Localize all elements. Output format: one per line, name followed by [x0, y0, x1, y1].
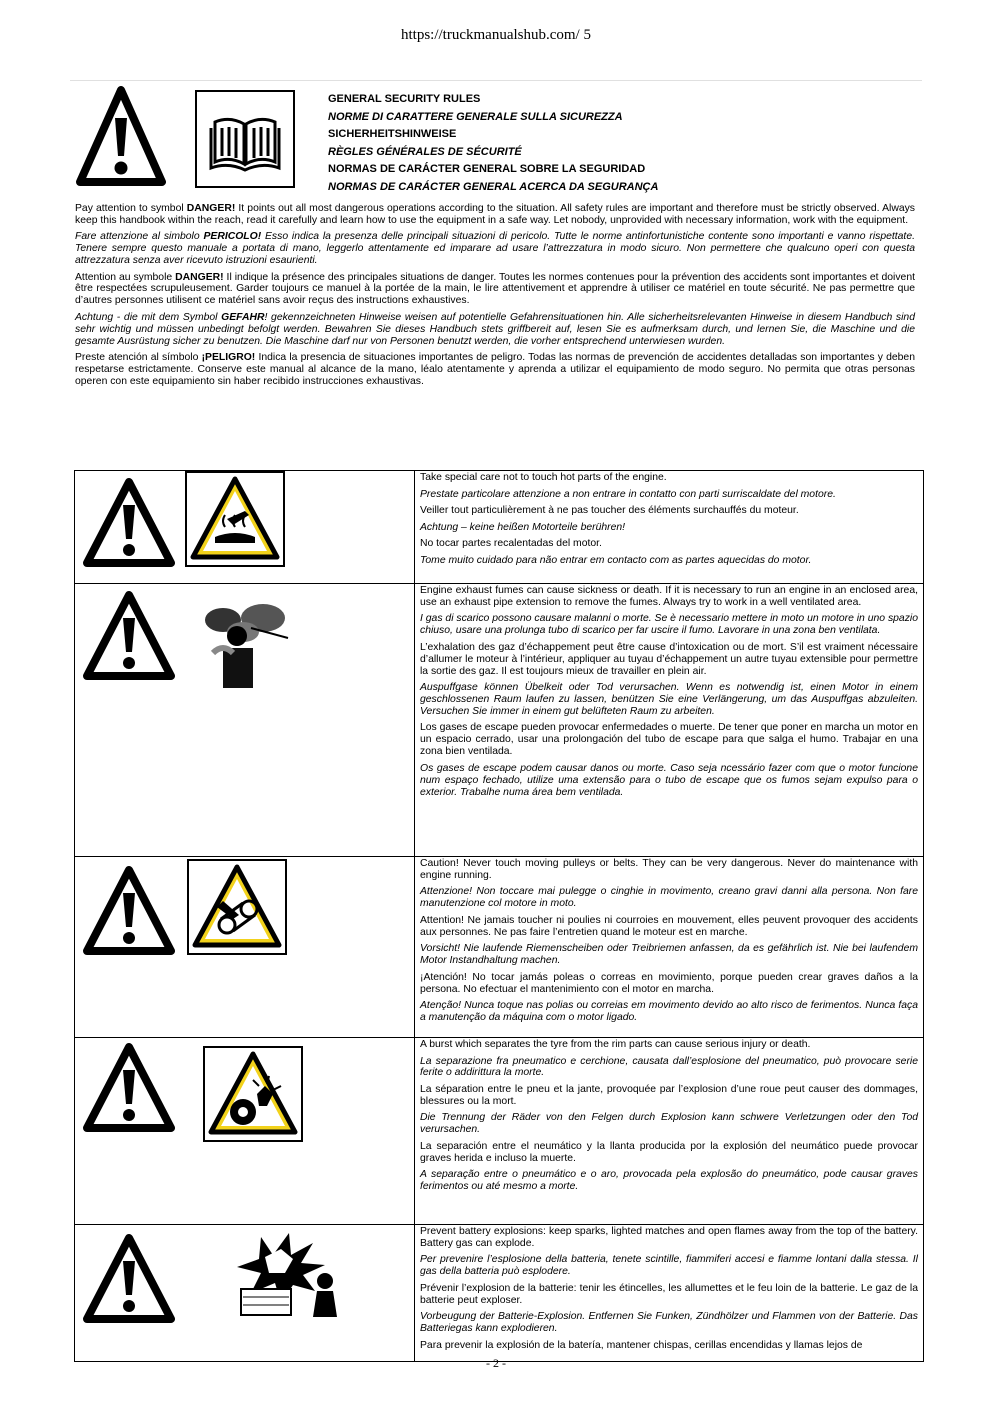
divider	[70, 80, 922, 81]
warning-icon	[81, 1233, 177, 1330]
hazard-line: La séparation entre le pneu et la jante, provoquée par l’explosion d’une roue peut causer des dommages, blessures ou la mort.	[420, 1083, 918, 1107]
hazard-line: Prévenir l’explosion de la batterie: tenir les étincelles, les allumettes et le feu loin de la batterie. Le gaz de la batterie peut exploser.	[420, 1282, 918, 1306]
section-title: GENERAL SECURITY RULES	[328, 93, 481, 105]
hazard-text	[415, 471, 924, 584]
warning-icon	[81, 590, 177, 687]
section-title: RÈGLES GÉNÉRALES DE SÉCURITÉ	[328, 145, 522, 158]
hazard-text	[415, 1225, 924, 1362]
hazard-line: Vorsicht! Nie laufende Riemenscheiben oder Treibriemen anfassen, da es gefährlich ist. Nie bei laufendem Motor Instandhaltung machen.	[420, 943, 918, 967]
hazard-line: I gas di scarico possono causare malanni o morte. Se è necessario mettere in moto un motore in uno spazio chiuso, usare una prolunga tubo di scarico per far uscire il fumo. Lavorare in una zona ben ventilata.	[420, 613, 918, 637]
intro-paragraph: Preste atención al símbolo ¡PELIGRO! Indica la presencia de situaciones importantes de peligro. Todas las normas de prevención de accidentes detalladas son importantes y deben respetarse estrictamente. Conserve este manual al alcance de la mano, léalo atentamente y aprenda a utilizar el equipamiento de modo seguro. No permita que otras personas operen con este equipamiento sin haber recibido instrucciones exhaustivas.	[75, 351, 915, 387]
tyre-burst-icon	[203, 1046, 303, 1147]
hazard-row	[75, 1225, 924, 1362]
intro-text	[75, 203, 915, 392]
hazard-line: No tocar partes recalentadas del motor.	[420, 538, 602, 549]
warning-icon	[76, 86, 166, 188]
hot-surface-icon	[185, 471, 285, 572]
source-url[interactable]: https://truckmanualshub.com/ 5	[401, 27, 591, 43]
hazard-images	[75, 584, 415, 857]
hazard-line: La separazione fra pneumatico e cerchione, causata dall’esplosione del pneumatico, può provocare serie ferite o addirittura la morte.	[420, 1055, 918, 1079]
hazard-images	[75, 1225, 415, 1362]
manual-book-icon	[195, 90, 295, 188]
hazard-line: Auspuffgase können Übelkeit oder Tod verursachen. Wenn es notwendig ist, einen Motor in einem geschlossenen Raum laufen zu lassen, benützen Sie eine Verlängerung, um das Auspuffgas abzuleiten. Versuchen Sie immer in einem gut belüfteten Raum zu arbeiten.	[420, 682, 918, 717]
hazard-line: Tome muito cuidado para não entrar em contacto com as partes aquecidas do motor.	[420, 554, 812, 566]
hazard-row	[75, 1038, 924, 1225]
intro-paragraph: Achtung - die mit dem Symbol GEFAHR! gekennzeichneten Hinweise weisen auf potentielle Gefahrensituationen hin. Alle sicherheitsrelevanten Hinweise in diesem Handbuch sind sehr wichtig und müssen unbedingt befolgt werden. Bewahren Sie dieses Handbuch stets griffbereit auf, lesen Sie es aufmerksam durch, und lernen Sie, die Maschine und die gesamte Ausrüstung sicher zu benutzen. Die Maschine darf nur von Personen benutzt werden, die vorher entsprechend unterwiesen wurden.	[75, 311, 915, 347]
hazard-table	[74, 470, 924, 1362]
intro-paragraph: Attention au symbole DANGER! Il indique la présence des principales situations de danger. Toutes les normes contenues pour la prévention des accidents sont importantes et doivent être respectées scrupuleusement. Garder toujours ce manuel à la portée de la main, le lire attentivement et apprendre à utiliser ce matériel en toute sécurité. Ne pas permettre que d’autres personnes utilisent ce matériel sans avoir reçus des instructions exhaustives.	[75, 271, 915, 307]
hazard-line: Prestate particolare attenzione a non entrare in contatto con parti surriscaldate del motore.	[420, 488, 836, 500]
warning-icon	[81, 1042, 177, 1139]
warning-icon	[81, 865, 177, 962]
intro-paragraph: Pay attention to symbol DANGER! It points out all most dangerous operations according to the situation. All safety rules are important and therefore must be strictly observed. Always keep this handbook within the reach, read it carefully and learn how to use the equipment in a safe way. Let nobody, unprovided with necessary information, work with the equipment.	[75, 203, 915, 226]
section-title: SICHERHEITSHINWEISE	[328, 128, 457, 140]
hazard-line: L’exhalation des gaz d’échappement peut être cause d’intoxication ou de mort. S’il est vraiment nécessaire d’allumer le moteur à l’intérieur, appliquer au tuyau d’échappement un autre tuyau extensible pour permettre la sortie des gaz. Il est toujours mieux de travailler en plein air.	[420, 641, 918, 677]
battery-explosion-icon	[221, 1229, 351, 1330]
section-title: NORMAS DE CARÁCTER GENERAL ACERCA DA SEGURANÇA	[328, 180, 659, 193]
exhaust-fumes-icon	[193, 598, 293, 699]
hazard-row	[75, 471, 924, 584]
hazard-line: Prevent battery explosions: keep sparks, lighted matches and open flames away from the top of the battery. Battery gas can explode.	[420, 1226, 918, 1249]
hazard-row	[75, 584, 924, 857]
hazard-images	[75, 1038, 415, 1225]
moving-belt-icon	[187, 859, 287, 960]
hazard-text	[415, 1038, 924, 1225]
hazard-line: Per prevenire l’esplosione della batteria, tenete scintille, fiammiferi accesi e fiamme lontani dalla stessa. Il gas della batteria può esplodere.	[420, 1254, 918, 1278]
hazard-line: Los gases de escape pueden provocar enfermedades o muerte. De tener que poner en marcha un motor en un espacio cerrado, usar una prolongación del tubo de escape para que salga el humo. Trabajar en una zona bien ventilada.	[420, 722, 918, 758]
hazard-line: Vorbeugung der Batterie-Explosion. Entfernen Sie Funken, Zündhölzer und Flammen von der Batterie. Das Batteriegas kann explodieren.	[420, 1311, 918, 1335]
hazard-line: A burst which separates the tyre from the rim parts can cause serious injury or death.	[420, 1039, 811, 1050]
warning-icon	[81, 477, 177, 574]
hazard-line: ¡Atención! No tocar jamás poleas o correas en movimiento, porque pueden crear graves daños a la persona. No efectuar el mantenimiento con el motor en marcha.	[420, 971, 918, 995]
hazard-line: Achtung – keine heißen Motorteile berühren!	[420, 521, 626, 533]
page-number: - 2 -	[486, 1356, 506, 1370]
hazard-line: Take special care not to touch hot parts of the engine.	[420, 472, 667, 483]
hazard-line: Die Trennung der Räder von den Felgen durch Explosion kann schwere Verletzungen oder den Tod verursachen.	[420, 1112, 918, 1136]
hazard-line: La separación entre el neumático y la llanta producida por la explosión del neumático puede provocar graves herida e incluso la muerte.	[420, 1140, 918, 1164]
hazard-images	[75, 857, 415, 1038]
hazard-line: A separação entre o pneumático e o aro, provocada pela explosão do pneumático, pode causar graves ferimentos ou até mesmo a morte.	[420, 1169, 918, 1193]
hazard-line: Os gases de escape podem causar danos ou morte. Caso seja ncessário fazer com que o motor funcione num espaço fechado, utilize uma extensão para o tubo de escape que os fumos sejam expulso para o exterior. Trabalhe numa área bem ventilada.	[420, 762, 918, 798]
hazard-line: Engine exhaust fumes can cause sickness or death. If it is necessary to run an engine in an enclosed area, use an exhaust pipe extension to remove the fumes. Always try to work in a well ventilated area.	[420, 585, 918, 608]
hazard-text	[415, 857, 924, 1038]
hazard-line: Attention! Ne jamais toucher ni poulies ni courroies en mouvement, elles peuvent provoquer des accidents aux personnes. Ne pas faire l’entretien quand le moteur est en marche.	[420, 914, 918, 938]
hazard-line: Attenzione! Non toccare mai pulegge o cinghie in movimento, creano gravi danni alla persona. Non fare manutenzione col motore in moto.	[420, 886, 918, 910]
hazard-text	[415, 584, 924, 857]
section-titles	[328, 91, 658, 196]
hazard-line: Para prevenir la explosión de la batería, mantener chispas, cerillas encendidas y llamas lejos de	[420, 1339, 863, 1351]
hazard-line: Caution! Never touch moving pulleys or belts. They can be very dangerous. Never do maintenance with engine running.	[420, 858, 918, 881]
hazard-images	[75, 471, 415, 584]
section-title: NORME DI CARATTERE GENERALE SULLA SICUREZZA	[328, 110, 623, 123]
intro-paragraph: Fare attenzione al simbolo PERICOLO! Esso indica la presenza delle principali situazioni di pericolo. Tutte le norme antinfortunistiche contente sono importanti e vanno rispettate. Tenere sempre questo manuale a portata di mano, leggerlo attentamente ed imparare ad usare l’attrezzatura in modo sicuro. Non permettere che qualcuno operi con questa attrezzatura senza aver ricevuto istruzioni esaurienti.	[75, 231, 915, 267]
hazard-row	[75, 857, 924, 1038]
section-title: NORMAS DE CARÁCTER GENERAL SOBRE LA SEGURIDAD	[328, 163, 646, 175]
hazard-line: Atenção! Nunca toque nas polias ou correias em movimento devido ao alto risco de ferimentos. Nunca faça a manutenção da máquina com o motor ligado.	[420, 1000, 918, 1023]
hazard-line: Veiller tout particulièrement à ne pas toucher des éléments surchauffés du moteur.	[420, 505, 799, 516]
